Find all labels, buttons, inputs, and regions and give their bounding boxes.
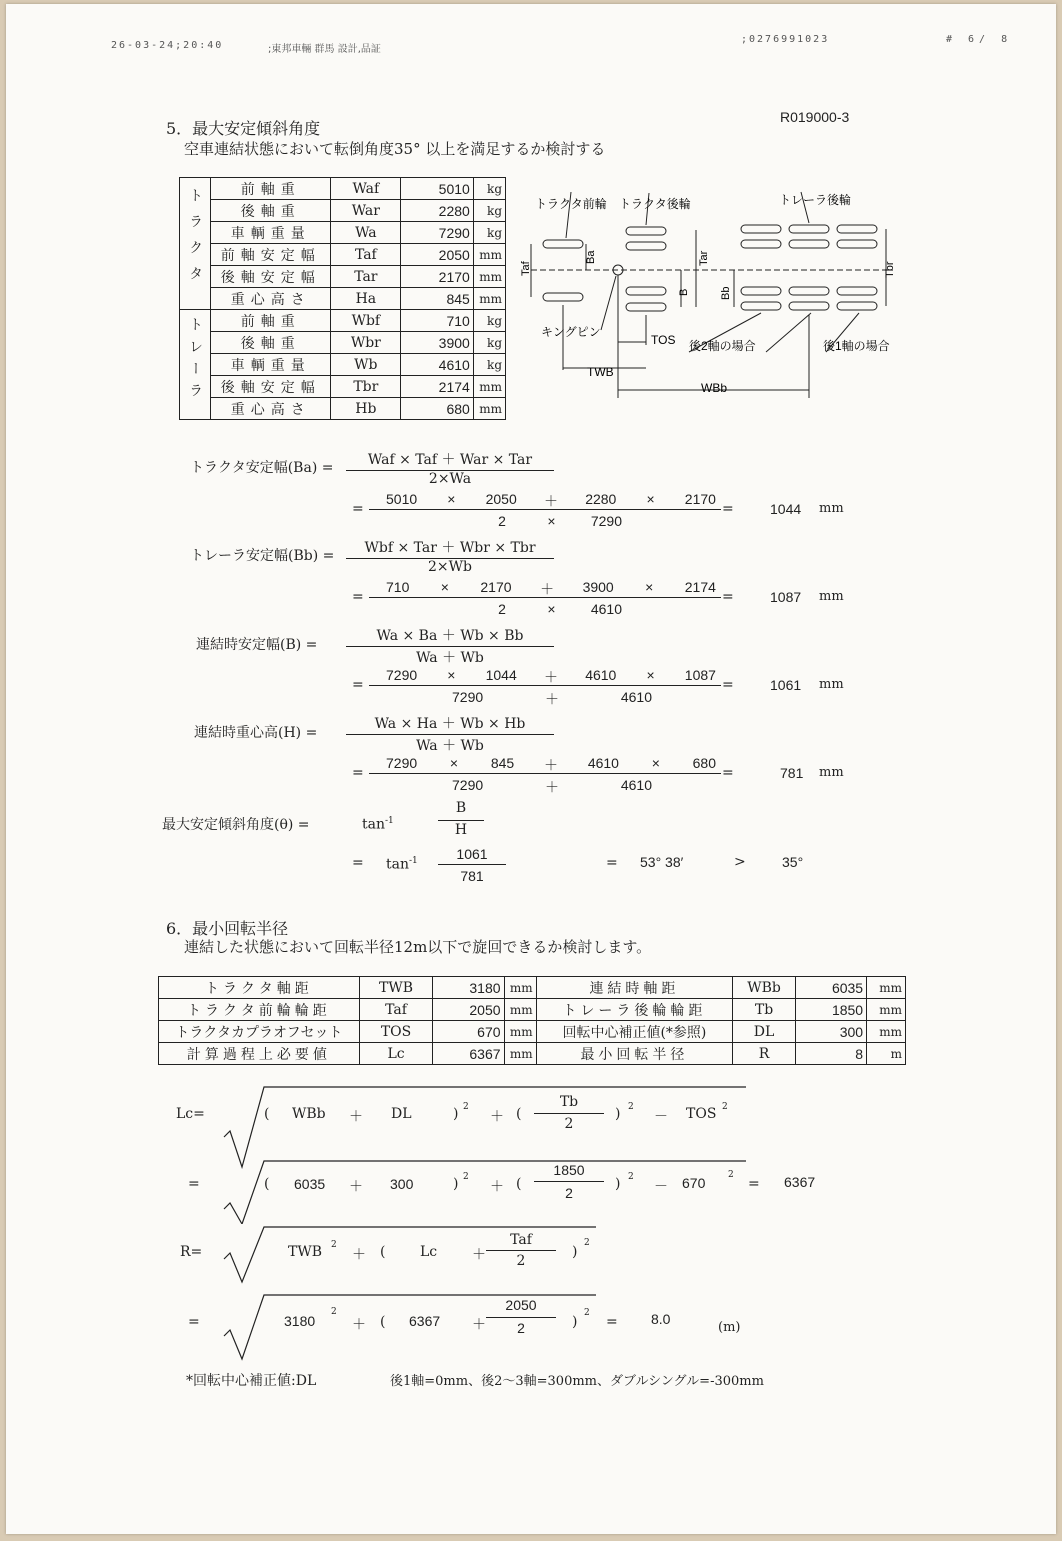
turning-val: 300 [795,1021,866,1043]
calc-term: 4610 [620,777,652,793]
ba-result: 1044 [770,501,802,517]
turning-unit: mm [504,977,536,999]
section5-title: 5．最大安定傾斜角度 [166,119,321,138]
turning-row [159,999,906,1021]
spec-label: 重心高さ [211,398,331,420]
trailer-group-label: トレーラ [180,310,211,420]
label-tractor-front: トラクタ前輪 [535,197,607,211]
spec-symbol: Wbr [331,332,401,354]
spec-symbol: Hb [331,398,401,420]
spec-value: 4610 [401,354,473,376]
b-result: 1061 [770,677,802,693]
spec-unit: kg [473,354,505,376]
turning-val: 1850 [795,999,866,1021]
turning-sym: Taf [359,999,432,1021]
theta-value-num: 1061 [456,846,488,862]
spec-row [180,200,506,222]
spec-label: 前軸安定幅 [211,244,331,266]
label-rear2: 後2軸の場合 [689,339,756,353]
fax-page: # 6/ 8 [946,34,1013,45]
b-label: 連結時安定幅(B) = [196,637,318,653]
spec-value: 845 [401,288,473,310]
r-label: R= [180,1244,203,1260]
spec-row [180,222,506,244]
calc-term: 7290 [452,777,484,793]
spec-unit: kg [473,332,505,354]
bb-label: トレーラ安定幅(Bb) = [190,548,335,564]
calc-term: ＋ [543,669,558,685]
turning-unit: mm [504,999,536,1021]
h-formula-num: Wa × Ha ＋ Wb × Hb [374,716,526,732]
spec-label: 後軸重 [211,332,331,354]
h-values-num [386,755,716,775]
calc-term: 5010 [386,491,418,507]
vehicle-spec-table [179,177,506,420]
ba-values-num [386,491,716,511]
label-tbr: Tbr [884,261,896,278]
b-values-num [386,667,716,687]
axle-diagram [511,180,906,405]
turning-sym: Tb [733,999,796,1021]
ba-values-den [492,513,622,529]
calc-term: 7290 [386,667,418,683]
calc-term: 2050 [485,491,517,507]
turning-lab: 連結時軸距 [536,977,733,999]
spec-unit: kg [473,200,505,222]
spec-row [180,376,506,398]
h-values-den [452,777,652,797]
spec-unit: mm [473,288,505,310]
calc-term: 4610 [620,689,652,705]
turning-lab: 回転中心補正値(*参照) [536,1021,733,1043]
theta-tan: $\tan^{-1}$ [362,816,394,833]
calc-term: × [646,667,655,683]
calc-term: 4610 [585,667,617,683]
spec-row [180,332,506,354]
spec-label: 後軸安定幅 [211,376,331,398]
spec-unit: kg [473,310,505,332]
calc-term: 1044 [485,667,517,683]
calc-term: × [447,491,456,507]
calc-term: ＋ [545,779,559,795]
theta-label: 最大安定傾斜角度(θ) = [162,817,310,833]
section5-desc: 空車連結状態において転倒角度35° 以上を満足するか検討する [184,140,606,158]
calc-term: 7290 [590,513,622,529]
r-result: 8.0 [651,1311,671,1327]
turning-sym: TWB [359,977,432,999]
footnote-text: 後1軸=0mm、後2～3軸=300mm、ダブルシングル=-300mm [390,1374,764,1389]
spec-symbol: Wbf [331,310,401,332]
ba-formula-num: Waf × Taf ＋ War × Tar [367,452,533,468]
turning-unit: m [867,1043,906,1065]
turning-lab: トラクタカプラオフセット [159,1021,360,1043]
spec-row [180,178,506,200]
spec-symbol: Taf [331,244,401,266]
spec-value: 2174 [401,376,473,398]
turning-val: 6035 [795,977,866,999]
calc-term: ＋ [540,581,555,597]
calc-term: 2280 [585,491,617,507]
spec-symbol: Tar [331,266,401,288]
theta-limit: 35° [782,854,804,870]
lc-result: 6367 [784,1174,816,1190]
theta-result: 53° 38′ [640,854,684,870]
spec-label: 車輌重量 [211,354,331,376]
bb-result: 1087 [770,589,802,605]
doc-id: R019000-3 [780,109,850,125]
label-twb: TWB [587,365,614,379]
turning-sym: TOS [359,1021,432,1043]
spec-value: 2050 [401,244,473,266]
label-rear1: 後1軸の場合 [823,339,890,353]
spec-row [180,310,506,332]
calc-term: × [440,579,449,595]
spec-label: 重心高さ [211,288,331,310]
spec-value: 7290 [401,222,473,244]
spec-value: 710 [401,310,473,332]
tractor-group-label: トラクタ [180,178,211,310]
turning-sym: WBb [733,977,796,999]
turning-lab: トレーラ後輪輪距 [536,999,733,1021]
turning-val: 3180 [433,977,504,999]
bb-formula-den: 2×Wb [428,559,472,575]
spec-symbol: Ha [331,288,401,310]
label-wbb: WBb [701,381,728,395]
calc-term: × [547,601,556,617]
label-tos: TOS [651,333,676,347]
turning-row [159,977,906,999]
calc-term: × [651,755,660,771]
label-ba: Ba [585,250,597,264]
theta-num: B [455,800,467,816]
b-values-den [452,689,652,709]
h-label: 連結時重心高(H) = [194,725,318,741]
turning-unit: mm [504,1021,536,1043]
turning-val: 6367 [433,1043,504,1065]
calc-term: × [449,755,459,771]
spec-row [180,288,506,310]
turning-sym: DL [733,1021,796,1043]
lc-label: Lc= [176,1106,205,1122]
calc-term: 7290 [452,689,484,705]
spec-label: 前軸重 [211,310,331,332]
spec-value: 680 [401,398,473,420]
calc-term: 680 [692,755,716,771]
spec-label: 後軸安定幅 [211,266,331,288]
turning-unit: mm [867,999,906,1021]
calc-term: 7290 [386,755,418,771]
calc-term: 3900 [582,579,614,595]
turning-unit: mm [867,977,906,999]
label-kingpin: キングピン [541,325,601,339]
bb-formula-num: Wbf × Tar ＋ Wbr × Tbr [364,540,536,556]
footnote-mark: *回転中心補正値:DL [186,1373,317,1389]
spec-row [180,266,506,288]
calc-term: ＋ [545,691,559,707]
h-result: 781 [780,765,804,781]
bb-values-den [492,601,622,617]
spec-unit: mm [473,398,505,420]
turning-lab: 最小回転半径 [536,1043,733,1065]
calc-term: 1087 [684,667,716,683]
calc-term: 2170 [684,491,716,507]
theta-value-den: 781 [460,868,484,884]
turning-lab: トラクタ前輪輪距 [159,999,360,1021]
spec-symbol: War [331,200,401,222]
label-tractor-rear: トラクタ後輪 [619,197,691,211]
spec-label: 後軸重 [211,200,331,222]
calc-term: 4610 [587,755,619,771]
turning-val: 670 [433,1021,504,1043]
calc-term: ＋ [544,757,558,773]
spec-value: 5010 [401,178,473,200]
label-b: B [678,288,690,296]
spec-unit: mm [473,244,505,266]
spec-row [180,354,506,376]
calc-term: 2 [498,601,506,617]
spec-row [180,244,506,266]
calc-term: 2174 [684,579,716,595]
calc-term: ＋ [543,493,558,509]
spec-value: 3900 [401,332,473,354]
turning-val: 8 [795,1043,866,1065]
calc-term: × [646,491,655,507]
turning-unit: mm [867,1021,906,1043]
calc-term: 710 [386,579,410,595]
spec-value: 2280 [401,200,473,222]
calc-term: 4610 [590,601,622,617]
spec-symbol: Wa [331,222,401,244]
b-formula-den: Wa ＋ Wb [416,650,484,666]
spec-symbol: Wb [331,354,401,376]
turning-lab: 計算過程上必要値 [159,1043,360,1065]
turning-row [159,1043,906,1065]
spec-label: 車輌重量 [211,222,331,244]
calc-term: 2 [498,513,506,529]
turning-lab: トラクタ軸距 [159,977,360,999]
calc-term: 2170 [480,579,512,595]
label-bb: Bb [720,286,732,300]
ba-formula-den: 2×Wa [428,471,472,487]
fax-company: ;東邦車輛 群馬 設計,品証 [268,44,381,55]
calc-term: 845 [490,755,515,771]
turning-val: 2050 [433,999,504,1021]
fax-timestamp: 26-03-24;20:40 [111,40,224,51]
sqrt-signs-lc [166,1079,786,1224]
label-taf: Taf [520,261,532,276]
label-tar: Tar [698,250,710,266]
spec-value: 2170 [401,266,473,288]
spec-symbol: Tbr [331,376,401,398]
spec-unit: mm [473,266,505,288]
theta-den: H [454,822,468,838]
spec-symbol: Waf [331,178,401,200]
section6-desc: 連結した状態において回転半径12m以下で旋回できるか検討します。 [184,938,652,956]
h-formula-den: Wa ＋ Wb [416,738,484,754]
spec-label: 前軸重 [211,178,331,200]
turning-radius-table [158,976,906,1065]
turning-sym: Lc [359,1043,432,1065]
fax-number: ;0276991023 [741,34,830,45]
b-formula-num: Wa × Ba ＋ Wb × Bb [376,628,524,644]
bb-values-num [386,579,716,599]
calc-term: × [645,579,654,595]
turning-unit: mm [504,1043,536,1065]
calc-term: × [547,513,556,529]
calc-term: × [447,667,456,683]
spec-unit: kg [473,178,505,200]
turning-row [159,1021,906,1043]
spec-row [180,398,506,420]
turning-sym: R [733,1043,796,1065]
label-trailer-rear: トレーラ後輪 [779,193,852,207]
spec-unit: kg [473,222,505,244]
ba-label: トラクタ安定幅(Ba) = [190,460,334,476]
section6-title: 6．最小回転半径 [166,919,289,938]
spec-unit: mm [473,376,505,398]
document-page: 26-03-24;20:40 ;東邦車輛 群馬 設計,品証 ;0276991023 # 6/ 8 5．最大安定傾斜角度 R019000-3 空車連結状態において転倒角度35° 以上を満足するか検討する トラクタ 前軸重 Waf 5010 kg 後軸重 War 2280 kg 車輌重量 Wa 7290 kg 前軸安定幅 Taf 2050 mm 後軸安定幅 Tar 2170 mm 重心高さ Ha 845 mm トレーラ 前軸重 Wbf 710 kg 後軸重 Wbr 3900 kg 車輌重量 Wb 4610 kg 後軸安定幅 Tbr 2174 mm 重心高さ Hb 680 mm トラクタ前輪 トラクタ後輪 トレーラ後輪 キングピン TOS 後2軸の場合 後1軸の場合 TWB WBb Taf Ba Tar B Bb Tbr トラクタ安定幅(Ba) = Waf × Taf ＋ War × Tar 2×Wa = 5010 × 2050 ＋ 2280 × 2170 2 × 7290 = 1044 mm トレーラ安定幅(Bb) = Wbf × Tar ＋ Wbr × Tbr 2×Wb = 710 × 2170 ＋ 3900 × 2174 2 × 4610 = 1087 mm 連結時安定幅(B) = Wa × Ba ＋ Wb × Bb Wa ＋ Wb = 7290 × 1044 ＋ 4610 × 1087 7290 ＋ 4610 = 1061 mm 連結時重心高(H) = Wa × Ha ＋ Wb × Hb Wa ＋ Wb = 7290 × 845 ＋ 4610 × 680 7290 ＋ 4610 = 781 mm 最大安定傾斜角度(θ) = $\tan^{-1}$ B H = $\tan^{-1}$ 1061 781 = 53° 38′ > 35° 6．最小回転半径 連結した状態において回転半径12m以下で旋回できるか検討します。 トラクタ軸距 TWB 3180 mm 連結時軸距 WBb 6035 mm トラクタ前輪輪距 Taf 2050 mm トレーラ後輪輪距 Tb 1850 mm トラクタカプラオフセット TOS 670 mm 回転中心補正値(*参照) DL 300 mm 計算過程上必要値 Lc 6367 mm 最小回転半径 R 8 m Lc= ( WBb ＋ DL ) 2 ＋ ( Tb 2 ) 2 － TOS 2 = ( 6035 ＋ 300 ) 2 ＋ ( 1850 2 ) 2 － 670 2 = 6367 R= TWB 2 ＋ ( Lc ＋ Taf 2 ) 2 = 3180 2 ＋ ( 6367 ＋ 2050 2 ) 2 = 8.0 (m) *回転中心補正値:DL 後1軸=0mm、後2～3軸=300mm、ダブルシングル=-300mm [6,4,1056,1534]
